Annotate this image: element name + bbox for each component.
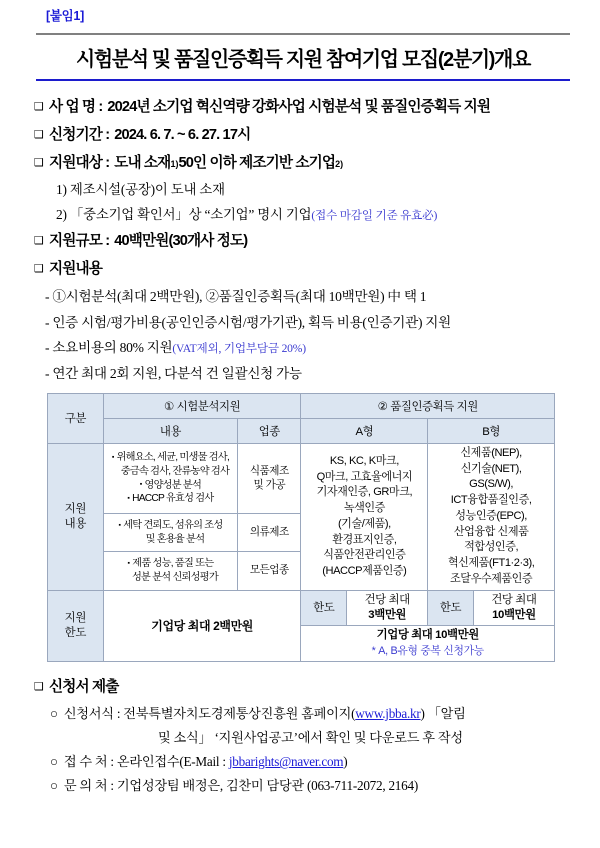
submission-heading-text: 신청서 제출 [49, 679, 119, 696]
cell-content-food [103, 443, 237, 513]
scale-value: 40백만원(30개사 정도) [114, 233, 248, 250]
header-col-content: 내용 [103, 418, 237, 443]
content-line-1 [34, 285, 572, 305]
cert-a-line: (HACCP제품인증) [322, 565, 407, 578]
square-bullet-icon: ❑ [34, 100, 44, 114]
cert-b-line: 조달우수제품인증 [450, 572, 533, 585]
cert-a-line: (기술/제품), [337, 517, 391, 530]
content-line-3-note: (VAT제외, 기업부담금 20%) [172, 342, 306, 356]
overview-list [28, 95, 572, 382]
submission-receipt-line [34, 751, 572, 770]
cert-a-line: 환경표지인증, [332, 533, 397, 546]
bullet-line: ▪ 제품 성능, 품질 또는 [106, 557, 235, 571]
cert-a-line: 기자재인증, GR마크, [316, 486, 413, 499]
limit-total-note: * A, B유형 중복 신청가능 [371, 644, 484, 657]
attachment-tag: [붙임1] [46, 9, 84, 23]
support-table [47, 393, 555, 662]
form-value-pre: 전북특별자치도경제통상진흥원 홈페이지( [123, 706, 356, 722]
limit-a-line-1: 건당 최대 [364, 593, 410, 606]
cert-b-line: ICT융합품질인증, [450, 494, 532, 507]
content-line-4-text: - 연간 최대 2회 지원, 다분석 건 일괄신청 가능 [45, 365, 302, 381]
list-item-project-name [34, 95, 572, 116]
header-col-type-b: B형 [428, 418, 555, 443]
cert-a-line: KS, KC, K마크, [329, 454, 399, 467]
target-label: 지원대상 : [49, 155, 110, 172]
submission-inquiry-line [34, 775, 572, 794]
cell-content-apparel [103, 514, 237, 552]
table-header-row-2 [48, 418, 555, 443]
limit-a-line-2: 3백만원 [368, 609, 407, 622]
circle-bullet-icon: ○ [50, 778, 58, 794]
square-bullet-icon: ❑ [34, 262, 44, 276]
cell-type-b-certs [428, 443, 555, 590]
industry-line-1: 식품제조 [249, 464, 289, 477]
cell-limit-b-value [473, 590, 554, 626]
cert-a-line: Q마크, 고효율에너지 [316, 470, 413, 483]
list-item-period [34, 123, 572, 144]
target-superscript-2: 2) [335, 159, 344, 170]
footnote-2 [34, 204, 572, 223]
cell-industry-apparel: 의류제조 [238, 514, 301, 552]
bullet-line: ▪ 영양성분 분석 [106, 479, 235, 493]
cell-limit-a-value [347, 590, 428, 626]
cert-b-line: 성능인증(EPC), [455, 509, 527, 522]
row-label-line-2: 내용 [64, 517, 87, 530]
header-group-2: ② 품질인증획득 지원 [301, 393, 555, 418]
limit-label-line-1: 지원 [64, 611, 87, 624]
cell-industry-all: 모든업종 [238, 552, 301, 590]
content-line-3-text: - 소요비용의 80% 지원 [45, 340, 173, 356]
limit-label-line-2: 한도 [64, 626, 87, 639]
cell-limit-a-key: 한도 [301, 590, 347, 626]
content-line-3 [34, 336, 572, 356]
jbba-website-link[interactable]: www.jbba.kr [355, 706, 421, 722]
cert-b-line: 신제품(NEP), [460, 446, 522, 459]
content-label: 지원내용 [49, 261, 103, 278]
industry-line-2: 및 가공 [253, 478, 286, 491]
square-bullet-icon: ❑ [34, 156, 44, 170]
form-value-post: ) 「알림 [420, 706, 466, 722]
cert-a-line: 녹색인증 [343, 502, 385, 515]
header-col-type-a: A형 [301, 418, 428, 443]
title-block [36, 33, 570, 81]
receipt-email-link[interactable]: jbbarights@naver.com [228, 754, 344, 770]
footnote-2-note: (접수 마감일 기준 유효必) [311, 209, 438, 223]
header-col-industry: 업종 [238, 418, 301, 443]
table-row-limit [48, 590, 555, 626]
receipt-label: 접 수 처 : [63, 754, 114, 770]
submission-form-line-2: 및 소식」 ‘지원사업공고’에서 확인 및 다운로드 후 작성 [158, 730, 463, 746]
bullet-line: ▪ 위해요소, 세균, 미생물 검사, [106, 451, 235, 465]
table-header-row-1 [48, 393, 555, 418]
title-rule-bottom [36, 79, 570, 81]
header-division: 구분 [48, 393, 104, 443]
row-label-support-content [48, 443, 104, 590]
cert-b-line: 신기술(NET), [460, 462, 522, 475]
support-table-wrapper [47, 393, 555, 662]
period-label: 신청기간 : [49, 127, 110, 144]
form-label: 신청서식 : [63, 706, 121, 722]
target-value-b: 50인 이하 제조기반 소기업 [178, 155, 336, 172]
square-bullet-icon: ❑ [34, 234, 44, 248]
target-value-a: 도내 소재 [114, 155, 171, 172]
receipt-value-post: ) [343, 754, 348, 770]
row-label-line-1: 지원 [64, 502, 87, 515]
cert-a-line: 식품안전관리인증 [323, 549, 406, 562]
circle-bullet-icon: ○ [50, 706, 58, 722]
square-bullet-icon: ❑ [34, 128, 44, 142]
cell-limit-total [301, 626, 555, 662]
scale-label: 지원규모 : [49, 233, 110, 250]
submission-heading [34, 675, 572, 696]
cert-b-line: 적합성인증, [464, 541, 519, 554]
cell-type-a-certs [301, 443, 428, 590]
list-item-target [34, 151, 572, 172]
square-bullet-icon: ❑ [34, 680, 44, 694]
limit-left-value: 기업당 최대 2백만원 [151, 619, 253, 634]
list-item-scale [34, 229, 572, 250]
content-line-4 [34, 362, 572, 382]
limit-total-value: 기업당 최대 10백만원 [376, 629, 479, 642]
row-label-support-limit [48, 590, 104, 662]
limit-b-line-2: 10백만원 [492, 609, 536, 622]
list-item-content-heading [34, 257, 572, 278]
content-line-2 [34, 311, 572, 331]
submission-section [28, 675, 572, 794]
cell-industry-food [238, 443, 301, 513]
footnote-2-main: 2) 「중소기업 확인서」상 “소기업” 명시 기업 [56, 207, 312, 223]
cell-limit-b-key: 한도 [428, 590, 474, 626]
page-title: 시험분석 및 품질인증획득 지원 참여기업 모집(2분기)개요 [75, 49, 531, 71]
period-value: 2024. 6. 7. ~ 6. 27. 17시 [114, 127, 251, 144]
inquiry-label: 문 의 처 : [63, 778, 114, 794]
cell-content-all [103, 552, 237, 590]
content-line-2-text: - 인증 시험/평가비용(공인인증시험/평가기관), 획득 비용(인증기관) 지원 [45, 314, 451, 330]
circle-bullet-icon: ○ [50, 754, 58, 770]
bullet-cont: 중금속 검사, 잔류농약 검사 [120, 465, 230, 477]
receipt-value-pre: 온라인접수(E-Mail : [116, 754, 229, 770]
project-name-value: 2024년 소기업 혁신역량 강화사업 시험분석 및 품질인증획득 지원 [107, 99, 491, 116]
table-row [48, 443, 555, 513]
bullet-line: ▪ 세탁 견뢰도, 섬유의 조성 [106, 519, 235, 533]
footnote-1: 1) 제조시설(공장)이 도내 소재 [56, 182, 225, 198]
bullet-cont: 성분 분석 신뢰성평가 [131, 572, 218, 584]
cert-b-line: 혁신제품(FT1·2·3), [447, 557, 535, 570]
project-name-label: 사 업 명 : [49, 99, 103, 116]
cert-b-line: GS(S/W), [469, 478, 514, 491]
inquiry-value: 기업성장팀 배정은, 김찬미 담당관 (063-711-2072, 2164) [116, 778, 418, 794]
submission-form-line [34, 703, 572, 722]
target-superscript-1: 1) [170, 159, 179, 170]
cell-limit-analysis [103, 590, 301, 662]
header-group-1: ① 시험분석지원 [103, 393, 301, 418]
limit-b-line-1: 건당 최대 [491, 593, 537, 606]
bullet-cont: 및 혼용율 분석 [145, 533, 205, 545]
bullet-line: ▪ HACCP 유효성 검사 [106, 492, 235, 506]
cert-b-line: 산업융합 신제품 [453, 525, 529, 538]
content-line-1-text: - ①시험분석(최대 2백만원), ②품질인증획득(최대 10백만원) 中 택 1 [45, 289, 427, 305]
